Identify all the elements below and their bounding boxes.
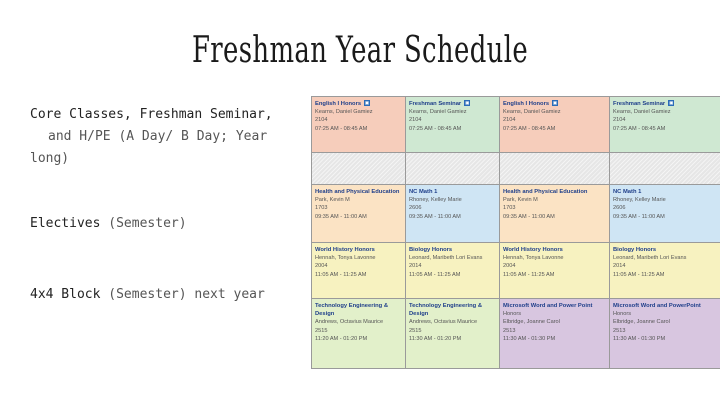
block-note: (Semester) next year — [100, 287, 265, 302]
teacher-name: Park, Kevin M — [315, 197, 350, 204]
course-name[interactable]: World History Honors — [315, 247, 375, 253]
class-time: 09:35 AM - 11:00 AM — [409, 213, 461, 220]
schedule-grid — [311, 96, 720, 369]
room-number: 2515 — [315, 327, 328, 334]
course-name[interactable]: English I Honors ▣ — [503, 100, 557, 107]
course-info-icon[interactable]: ▣ — [365, 100, 369, 105]
room-number: 2004 — [503, 263, 516, 270]
course-name[interactable]: Technology Engineering & Design — [315, 303, 389, 318]
room-number: 2515 — [409, 327, 422, 334]
course-info-icon[interactable]: ▣ — [465, 100, 470, 105]
room-number: 2104 — [409, 117, 422, 124]
course-name[interactable]: Health and Physical Education — [315, 189, 400, 195]
block-text: 4x4 Block — [30, 287, 101, 302]
schedule-cell-empty — [500, 153, 610, 185]
teacher-name: Andrews, Octavius Maurice — [409, 319, 478, 326]
course-name[interactable]: Microsoft Word and PowerPoint — [613, 303, 701, 309]
room-number: 2606 — [409, 205, 422, 212]
room-number: 2014 — [409, 263, 422, 270]
class-time: 11:05 AM - 11:25 AM — [315, 271, 367, 278]
electives-note: (Semester) — [100, 216, 187, 231]
schedule-cell[interactable] — [312, 185, 406, 243]
room-number: 2104 — [503, 117, 516, 124]
course-name[interactable]: Health and Physical Education — [503, 189, 588, 195]
class-time: 07:25 AM - 08:45 AM — [315, 125, 368, 132]
teacher-name: Hennah, Tonya Lavonne — [315, 255, 376, 262]
teacher-name: Andrews, Octavius Maurice — [315, 319, 384, 326]
block-label — [30, 284, 305, 306]
schedule-cell[interactable] — [500, 243, 610, 299]
class-time: 11:05 AM - 11:25 AM — [503, 271, 555, 278]
course-name[interactable]: Freshman Seminar ▣ — [409, 100, 470, 107]
course-name[interactable]: Freshman Seminar ▣ — [613, 100, 674, 107]
room-number: 2014 — [613, 263, 626, 270]
core-classes-note: and H/PE (A Day/ B Day; Year long) — [30, 129, 268, 166]
schedule-cell[interactable] — [312, 243, 406, 299]
electives-text: Electives — [30, 216, 101, 231]
schedule-cell[interactable] — [406, 185, 500, 243]
teacher-name: Leonard, Maribeth Lori Evans — [613, 255, 687, 262]
schedule-cell-empty — [312, 153, 406, 185]
class-time: 11:30 AM - 01:30 PM — [613, 335, 666, 342]
room-number: 1703 — [315, 205, 328, 212]
schedule-cell[interactable] — [500, 299, 610, 369]
course-name[interactable]: World History Honors — [503, 247, 563, 253]
class-time: 11:30 AM - 01:30 PM — [503, 335, 556, 342]
teacher-name: Kearns, Daniel Gamiez — [315, 109, 373, 116]
teacher-name: Park, Kevin M — [503, 197, 538, 204]
course-name[interactable]: English I Honors ▣ — [315, 100, 369, 107]
schedule-cell[interactable] — [610, 243, 720, 299]
schedule-cell[interactable] — [406, 97, 500, 153]
class-time: 07:25 AM - 08:45 AM — [503, 125, 556, 132]
room-number: 2513 — [613, 327, 626, 334]
class-time: 11:30 AM - 01:20 PM — [409, 335, 462, 342]
teacher-name: Kearns, Daniel Gamiez — [503, 109, 561, 116]
course-name[interactable]: Biology Honors — [409, 247, 453, 253]
room-number: 2004 — [315, 263, 328, 270]
electives-label — [30, 213, 305, 235]
schedule-cell[interactable] — [610, 299, 720, 369]
schedule-cell[interactable] — [500, 185, 610, 243]
teacher-name: Honors — [613, 311, 632, 318]
course-name[interactable]: Technology Engineering & Design — [409, 303, 483, 318]
schedule-cell[interactable] — [610, 185, 720, 243]
course-info-icon[interactable]: ▣ — [553, 100, 557, 105]
room-number: 2513 — [503, 327, 516, 334]
course-name[interactable]: Microsoft Word and Power Point — [503, 303, 593, 309]
class-time: 09:35 AM - 11:00 AM — [315, 213, 367, 220]
schedule-cell[interactable] — [406, 243, 500, 299]
class-time: 07:25 AM - 08:45 AM — [409, 125, 462, 132]
core-classes-label — [30, 104, 305, 170]
class-time: 09:35 AM - 11:00 AM — [613, 213, 665, 220]
course-name[interactable]: NC Math 1 — [613, 189, 642, 195]
schedule-cell[interactable] — [312, 299, 406, 369]
class-time: 11:20 AM - 01:20 PM — [315, 335, 368, 342]
room-number: 2104 — [315, 117, 328, 124]
room-number: 2606 — [613, 205, 626, 212]
teacher-name: Elbridge, Joanne Carol — [503, 319, 560, 326]
teacher-name: Honors — [503, 311, 522, 318]
course-info-icon[interactable]: ▣ — [669, 100, 674, 105]
schedule-cell-empty — [406, 153, 500, 185]
core-classes-text: Core Classes, Freshman Seminar, — [30, 107, 273, 122]
course-name[interactable]: NC Math 1 — [409, 189, 438, 195]
teacher-name: Hennah, Tonya Lavonne — [503, 255, 564, 262]
schedule-cell[interactable] — [312, 97, 406, 153]
teacher-name: Kearns, Daniel Gamiez — [613, 109, 671, 116]
schedule-cell[interactable] — [406, 299, 500, 369]
teacher-name: Kearns, Daniel Gamiez — [409, 109, 467, 116]
schedule-cell[interactable] — [500, 97, 610, 153]
page-title: Freshman Year Schedule — [191, 30, 529, 71]
course-name[interactable]: Biology Honors — [613, 247, 657, 253]
teacher-name: Elbridge, Joanne Carol — [613, 319, 670, 326]
class-time: 11:05 AM - 11:25 AM — [409, 271, 461, 278]
class-time: 09:35 AM - 11:00 AM — [503, 213, 555, 220]
schedule-cell-empty — [610, 153, 720, 185]
room-number: 2104 — [613, 117, 626, 124]
teacher-name: Rhoney, Kelley Marie — [613, 197, 666, 204]
teacher-name: Rhoney, Kelley Marie — [409, 197, 462, 204]
room-number: 1703 — [503, 205, 516, 212]
class-time: 07:25 AM - 08:45 AM — [613, 125, 666, 132]
schedule-cell[interactable] — [610, 97, 720, 153]
teacher-name: Leonard, Maribeth Lori Evans — [409, 255, 483, 262]
class-time: 11:05 AM - 11:25 AM — [613, 271, 665, 278]
